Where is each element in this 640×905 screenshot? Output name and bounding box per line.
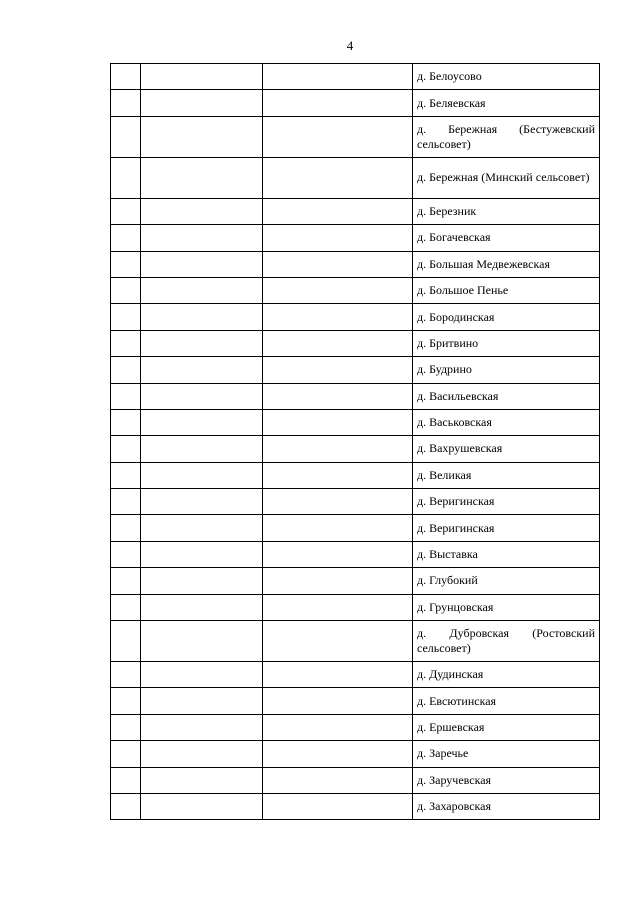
settlement-name-cell: д. Заручевская <box>413 767 600 793</box>
column-3-cell <box>263 621 413 662</box>
column-3-cell <box>263 462 413 488</box>
table-row <box>111 662 600 688</box>
column-3-cell <box>263 304 413 330</box>
table-row <box>111 741 600 767</box>
row-number-cell <box>111 714 141 740</box>
settlement-name-cell: д. Васьковская <box>413 409 600 435</box>
table-row <box>111 330 600 356</box>
settlement-name-cell: д. Березник <box>413 198 600 224</box>
table-row <box>111 90 600 116</box>
column-3-cell <box>263 251 413 277</box>
column-3-cell <box>263 225 413 251</box>
table-row <box>111 793 600 819</box>
column-3-cell <box>263 688 413 714</box>
settlement-name-cell: д. Богачевская <box>413 225 600 251</box>
settlement-name-cell: д. Бережная (Бестужевский сельсовет) <box>413 116 600 157</box>
row-number-cell <box>111 383 141 409</box>
row-number-cell <box>111 793 141 819</box>
column-2-cell <box>141 767 263 793</box>
column-2-cell <box>141 793 263 819</box>
column-2-cell <box>141 714 263 740</box>
settlements-table <box>110 63 600 820</box>
column-3-cell <box>263 90 413 116</box>
table-row <box>111 767 600 793</box>
settlement-name-cell: д. Заречье <box>413 741 600 767</box>
column-2-cell <box>141 304 263 330</box>
row-number-cell <box>111 489 141 515</box>
row-number-cell <box>111 436 141 462</box>
column-2-cell <box>141 330 263 356</box>
settlement-name-cell: д. Будрино <box>413 357 600 383</box>
table-row <box>111 436 600 462</box>
column-3-cell <box>263 157 413 198</box>
column-2-cell <box>141 251 263 277</box>
column-2-cell <box>141 462 263 488</box>
column-2-cell <box>141 541 263 567</box>
row-number-cell <box>111 198 141 224</box>
table-row <box>111 568 600 594</box>
column-2-cell <box>141 436 263 462</box>
row-number-cell <box>111 621 141 662</box>
row-number-cell <box>111 251 141 277</box>
settlement-name-cell: д. Ершевская <box>413 714 600 740</box>
column-2-cell <box>141 688 263 714</box>
column-3-cell <box>263 594 413 620</box>
column-3-cell <box>263 489 413 515</box>
column-3-cell <box>263 116 413 157</box>
table-row <box>111 462 600 488</box>
table-row <box>111 409 600 435</box>
row-number-cell <box>111 304 141 330</box>
row-number-cell <box>111 568 141 594</box>
table-row <box>111 198 600 224</box>
table-row <box>111 688 600 714</box>
settlement-name-cell: д. Веригинская <box>413 515 600 541</box>
column-3-cell <box>263 515 413 541</box>
settlement-name-cell: д. Большая Медвежевская <box>413 251 600 277</box>
row-number-cell <box>111 409 141 435</box>
row-number-cell <box>111 541 141 567</box>
settlement-name-cell: д. Выставка <box>413 541 600 567</box>
row-number-cell <box>111 688 141 714</box>
table-row <box>111 225 600 251</box>
settlement-name-cell: д. Васильевская <box>413 383 600 409</box>
column-2-cell <box>141 409 263 435</box>
settlement-name-cell: д. Евсютинская <box>413 688 600 714</box>
column-3-cell <box>263 198 413 224</box>
column-2-cell <box>141 64 263 90</box>
settlement-name-cell: д. Большое Пенье <box>413 277 600 303</box>
row-number-cell <box>111 157 141 198</box>
column-2-cell <box>141 383 263 409</box>
row-number-cell <box>111 462 141 488</box>
column-3-cell <box>263 330 413 356</box>
table-row <box>111 621 600 662</box>
settlement-name-cell: д. Глубокий <box>413 568 600 594</box>
settlement-name-cell: д. Веригинская <box>413 489 600 515</box>
table-row <box>111 116 600 157</box>
column-2-cell <box>141 621 263 662</box>
column-2-cell <box>141 515 263 541</box>
table-row <box>111 541 600 567</box>
table-row <box>111 251 600 277</box>
column-3-cell <box>263 436 413 462</box>
row-number-cell <box>111 741 141 767</box>
row-number-cell <box>111 330 141 356</box>
column-3-cell <box>263 568 413 594</box>
column-2-cell <box>141 157 263 198</box>
settlement-name-cell: д. Захаровская <box>413 793 600 819</box>
column-2-cell <box>141 225 263 251</box>
column-3-cell <box>263 357 413 383</box>
column-3-cell <box>263 409 413 435</box>
settlement-name-cell: д. Бритвино <box>413 330 600 356</box>
column-3-cell <box>263 277 413 303</box>
row-number-cell <box>111 594 141 620</box>
settlement-name-cell: д. Вахрушевская <box>413 436 600 462</box>
table-body <box>111 64 600 820</box>
row-number-cell <box>111 767 141 793</box>
table-row <box>111 594 600 620</box>
settlement-name-cell: д. Бережная (Минский сельсовет) <box>413 157 600 198</box>
column-3-cell <box>263 793 413 819</box>
table-row <box>111 304 600 330</box>
table-row <box>111 64 600 90</box>
page-number: 4 <box>346 38 354 53</box>
settlement-name-cell: д. Бородинская <box>413 304 600 330</box>
column-3-cell <box>263 64 413 90</box>
column-3-cell <box>263 741 413 767</box>
settlement-name-cell: д. Великая <box>413 462 600 488</box>
column-2-cell <box>141 116 263 157</box>
table-row <box>111 277 600 303</box>
settlement-name-cell: д. Белоусово <box>413 64 600 90</box>
column-3-cell <box>263 541 413 567</box>
column-2-cell <box>141 662 263 688</box>
column-2-cell <box>141 568 263 594</box>
row-number-cell <box>111 277 141 303</box>
settlement-name-cell: д. Беляевская <box>413 90 600 116</box>
column-3-cell <box>263 714 413 740</box>
column-2-cell <box>141 277 263 303</box>
table-row <box>111 157 600 198</box>
row-number-cell <box>111 515 141 541</box>
row-number-cell <box>111 225 141 251</box>
table-row <box>111 515 600 541</box>
table-row <box>111 489 600 515</box>
column-2-cell <box>141 489 263 515</box>
table-row <box>111 383 600 409</box>
column-2-cell <box>141 594 263 620</box>
column-3-cell <box>263 662 413 688</box>
table-row <box>111 714 600 740</box>
column-3-cell <box>263 383 413 409</box>
settlement-name-cell: д. Дубровская (Ростовский сельсовет) <box>413 621 600 662</box>
column-2-cell <box>141 198 263 224</box>
row-number-cell <box>111 64 141 90</box>
settlement-name-cell: д. Грунцовская <box>413 594 600 620</box>
column-2-cell <box>141 741 263 767</box>
column-3-cell <box>263 767 413 793</box>
row-number-cell <box>111 357 141 383</box>
row-number-cell <box>111 662 141 688</box>
table-row <box>111 357 600 383</box>
column-2-cell <box>141 357 263 383</box>
row-number-cell <box>111 90 141 116</box>
row-number-cell <box>111 116 141 157</box>
column-2-cell <box>141 90 263 116</box>
settlement-name-cell: д. Дудинская <box>413 662 600 688</box>
